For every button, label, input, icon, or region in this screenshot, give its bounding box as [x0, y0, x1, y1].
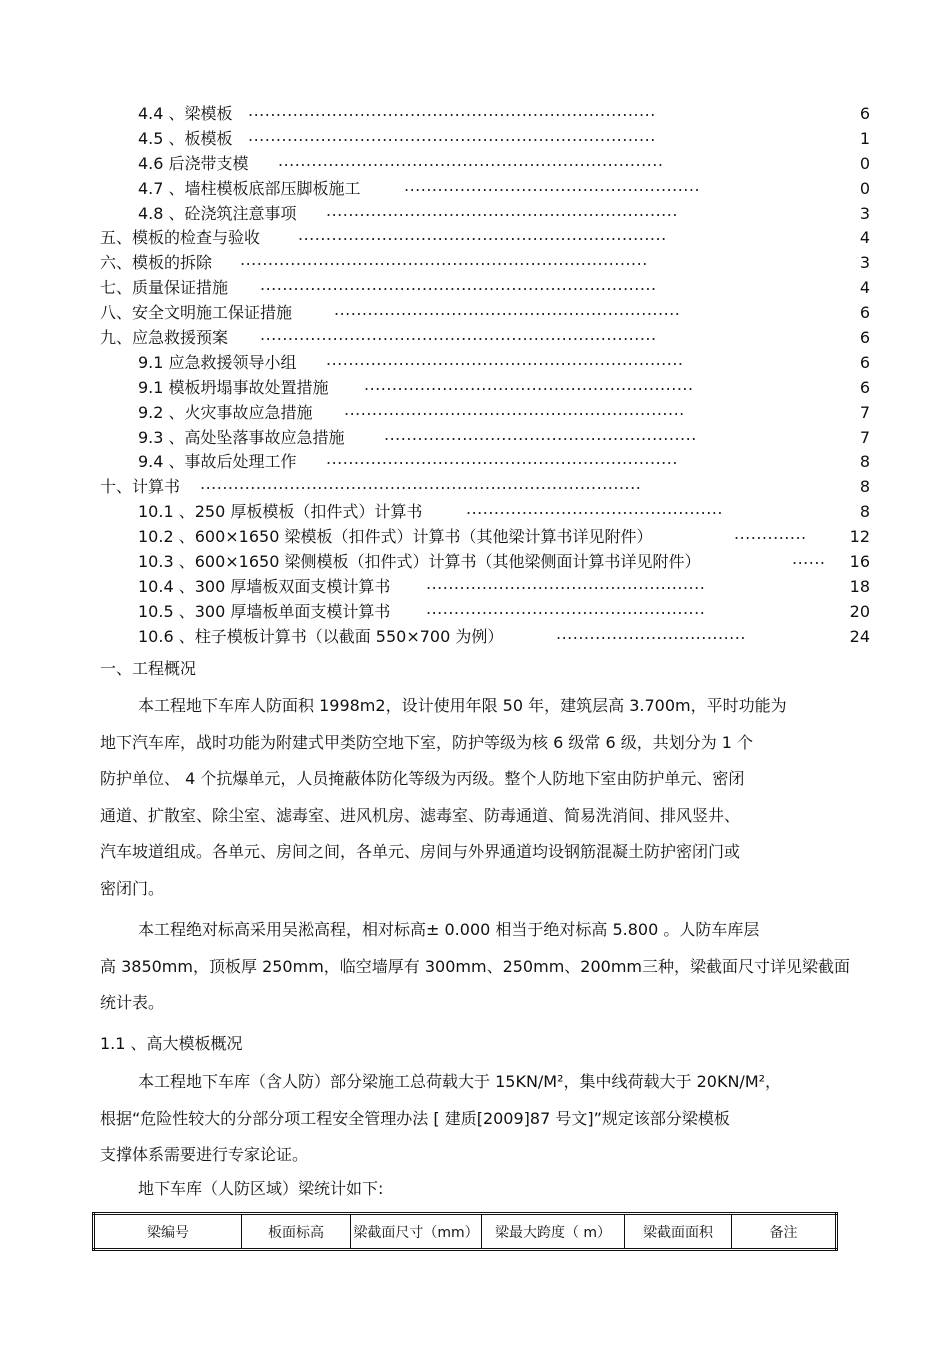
- toc-entry-page: 6: [859, 377, 870, 397]
- toc-entry-title: 4.4 、梁模板: [138, 104, 233, 123]
- toc-leader-dots: ...........................................................: [364, 374, 694, 394]
- toc-entry-page: 6: [859, 303, 870, 323]
- toc-leader-dots: .......................................................................: [260, 275, 657, 295]
- paragraph-line: 本工程绝对标高采用吴淞高程，相对标高± 0.000 相当于绝对标高 5.800 。人防车库层: [138, 920, 760, 939]
- toc-entry-title: 10.6 、柱子模板计算书（以截面 550×700 为例）: [138, 626, 504, 646]
- section-heading-overview: 一、工程概况: [100, 659, 197, 678]
- toc-entry-page: 18: [849, 576, 870, 596]
- toc-leader-dots: .........................................................................: [240, 250, 648, 270]
- toc-entry-page: 1: [859, 128, 870, 148]
- toc-entry-title: 10.1 、250 厚板模板（扣件式）计算书: [138, 502, 423, 522]
- toc-entry-title: 4.7 、墙柱模板底部压脚板施工: [138, 178, 361, 198]
- toc-leader-dots: .........................................................................: [248, 101, 656, 120]
- toc-entry-page: 8: [859, 502, 870, 522]
- toc-entry-title: 10.3 、600×1650 梁侧模板（扣件式）计算书（其他梁侧面计算书详见附件）: [138, 552, 701, 572]
- header-beam-id: 梁编号: [94, 1214, 242, 1250]
- toc-leader-dots: ................................................................: [326, 349, 684, 369]
- header-remarks: 备注: [732, 1214, 837, 1250]
- toc-entry-page: 6: [859, 352, 870, 372]
- header-beam-section-size: 梁截面尺寸（mm）: [351, 1214, 482, 1250]
- paragraph-line: 汽车坡道组成。各单元、房间之间，各单元、房间与外界通道均设钢筋混凝土防护密闭门或: [100, 842, 741, 861]
- section-heading-formwork: 1.1 、高大模板概况: [100, 1034, 243, 1053]
- table-intro: 地下车库（人防区域）梁统计如下:: [138, 1179, 384, 1198]
- paragraph-overview-1: [100, 688, 862, 907]
- toc-entry-title: 十、计算书: [100, 477, 181, 497]
- toc-entry-title: 9.2 、火灾事故应急措施: [138, 402, 313, 422]
- toc-entry-title: 4.6 后浇带支模: [138, 153, 249, 173]
- toc-entry-page: 7: [859, 402, 870, 422]
- toc-leader-dots: ..................................................: [426, 573, 706, 593]
- toc-entry-title: 9.4 、事故后处理工作: [138, 452, 297, 472]
- paragraph-overview-2: [100, 912, 862, 1022]
- paragraph-line: 通道、扩散室、除尘室、滤毒室、进风机房、滤毒室、防毒通道、简易洗消间、排风竖井、: [100, 805, 741, 825]
- toc-entry-title: 4.5 、板模板: [138, 128, 233, 148]
- toc-entry-title: 9.1 模板坍塌事故处置措施: [138, 377, 329, 397]
- header-slab-elevation: 板面标高: [242, 1214, 351, 1250]
- toc-entry-page: 12: [849, 527, 870, 547]
- toc-entry: [0, 600, 950, 625]
- toc-leader-dots: .............................................................: [344, 399, 685, 419]
- toc-leader-dots: ..................................: [556, 623, 746, 643]
- toc-leader-dots: .....................................................: [404, 175, 701, 195]
- paragraph-line: 本工程地下车库（含人防）部分梁施工总荷载大于 15KN/M²，集中线荷载大于 20KN/M²，: [138, 1072, 782, 1091]
- paragraph-line: 本工程地下车库人防面积 1998m2，设计使用年限 50 年，建筑层高 3.700m，平时功能为: [138, 696, 787, 715]
- toc-leader-dots: .......................................................................: [260, 325, 657, 345]
- toc-entry-page: 0: [859, 178, 870, 198]
- toc-entry-page: 20: [849, 601, 870, 621]
- table-of-contents: [0, 102, 950, 650]
- toc-entry-page: 7: [859, 427, 870, 447]
- toc-entry-title: 10.5 、300 厚墙板单面支模计算书: [138, 601, 391, 621]
- paragraph-line: 高 3850mm，顶板厚 250mm，临空墙厚有 300mm、250mm、200mm三种，梁截面尺寸详见梁截面: [100, 956, 850, 976]
- toc-entry-page: 4: [859, 278, 870, 298]
- header-beam-section-area: 梁截面面积: [625, 1214, 732, 1250]
- toc-entry-title: 9.1 应急救援领导小组: [138, 352, 297, 372]
- toc-entry-title: 六、模板的拆除: [100, 253, 213, 273]
- toc-leader-dots: .....................................................................: [278, 150, 664, 170]
- toc-entry-title: 10.2 、600×1650 梁模板（扣件式）计算书（其他梁计算书详见附件）: [138, 527, 653, 547]
- toc-entry-title: 八、安全文明施工保证措施: [100, 303, 293, 323]
- toc-entry: [0, 625, 950, 650]
- paragraph-line: 防护单位、 4 个抗爆单元，人员掩蔽体防化等级为丙级。整个人防地下室由防护单元、密闭: [100, 769, 745, 788]
- beam-statistics-table: [92, 1212, 838, 1251]
- toc-entry: [0, 500, 950, 525]
- toc-leader-dots: ..............................................: [466, 499, 723, 519]
- toc-leader-dots: ..................................................................: [298, 225, 667, 245]
- paragraph-line: 支撑体系需要进行专家论证。: [100, 1145, 309, 1164]
- toc-leader-dots: .........................................................................: [248, 125, 656, 145]
- toc-entry-page: 16: [849, 552, 870, 572]
- toc-entry-page: 0: [859, 153, 870, 173]
- toc-entry-title: 九、应急救援预案: [100, 328, 229, 348]
- toc-entry-title: 五、模板的检查与验收: [100, 228, 261, 248]
- toc-entry-page: 8: [859, 452, 870, 472]
- toc-entry-page: 3: [859, 253, 870, 273]
- toc-entry-page: 24: [849, 626, 870, 646]
- toc-entry-title: 七、质量保证措施: [100, 278, 229, 298]
- toc-leader-dots: .............: [734, 524, 807, 544]
- toc-leader-dots: ...............................................................: [326, 200, 678, 220]
- toc-leader-dots: ........................................................: [384, 424, 697, 444]
- toc-leader-dots: ...............................................................: [326, 449, 678, 469]
- table-header-row: [94, 1214, 837, 1250]
- header-beam-max-span: 梁最大跨度（ m）: [482, 1214, 625, 1250]
- toc-leader-dots: ...............................................................................: [200, 474, 642, 494]
- toc-entry-page: 6: [859, 104, 870, 123]
- toc-entry-title: 9.3 、高处坠落事故应急措施: [138, 427, 345, 447]
- paragraph-formwork: [100, 1064, 862, 1174]
- paragraph-line: 统计表。: [100, 993, 165, 1012]
- toc-leader-dots: ......: [792, 549, 826, 569]
- toc-leader-dots: ..............................................................: [334, 300, 681, 320]
- toc-entry-page: 4: [859, 228, 870, 248]
- toc-leader-dots: ..................................................: [426, 598, 706, 618]
- paragraph-line: 密闭门。: [100, 878, 165, 898]
- paragraph-line: 地下汽车库，战时功能为附建式甲类防空地下室，防护等级为核 6 级常 6 级，共划分为 1 个: [100, 732, 754, 752]
- toc-entry-title: 10.4 、300 厚墙板双面支模计算书: [138, 576, 391, 596]
- toc-entry-page: 3: [859, 203, 870, 223]
- paragraph-line: 根据“危险性较大的分部分项工程安全管理办法 [ 建质[2009]87 号文]”规定该部分梁模板: [100, 1108, 730, 1128]
- toc-entry-page: 8: [859, 477, 870, 497]
- toc-entry-title: 4.8 、砼浇筑注意事项: [138, 203, 297, 223]
- toc-entry-page: 6: [859, 328, 870, 348]
